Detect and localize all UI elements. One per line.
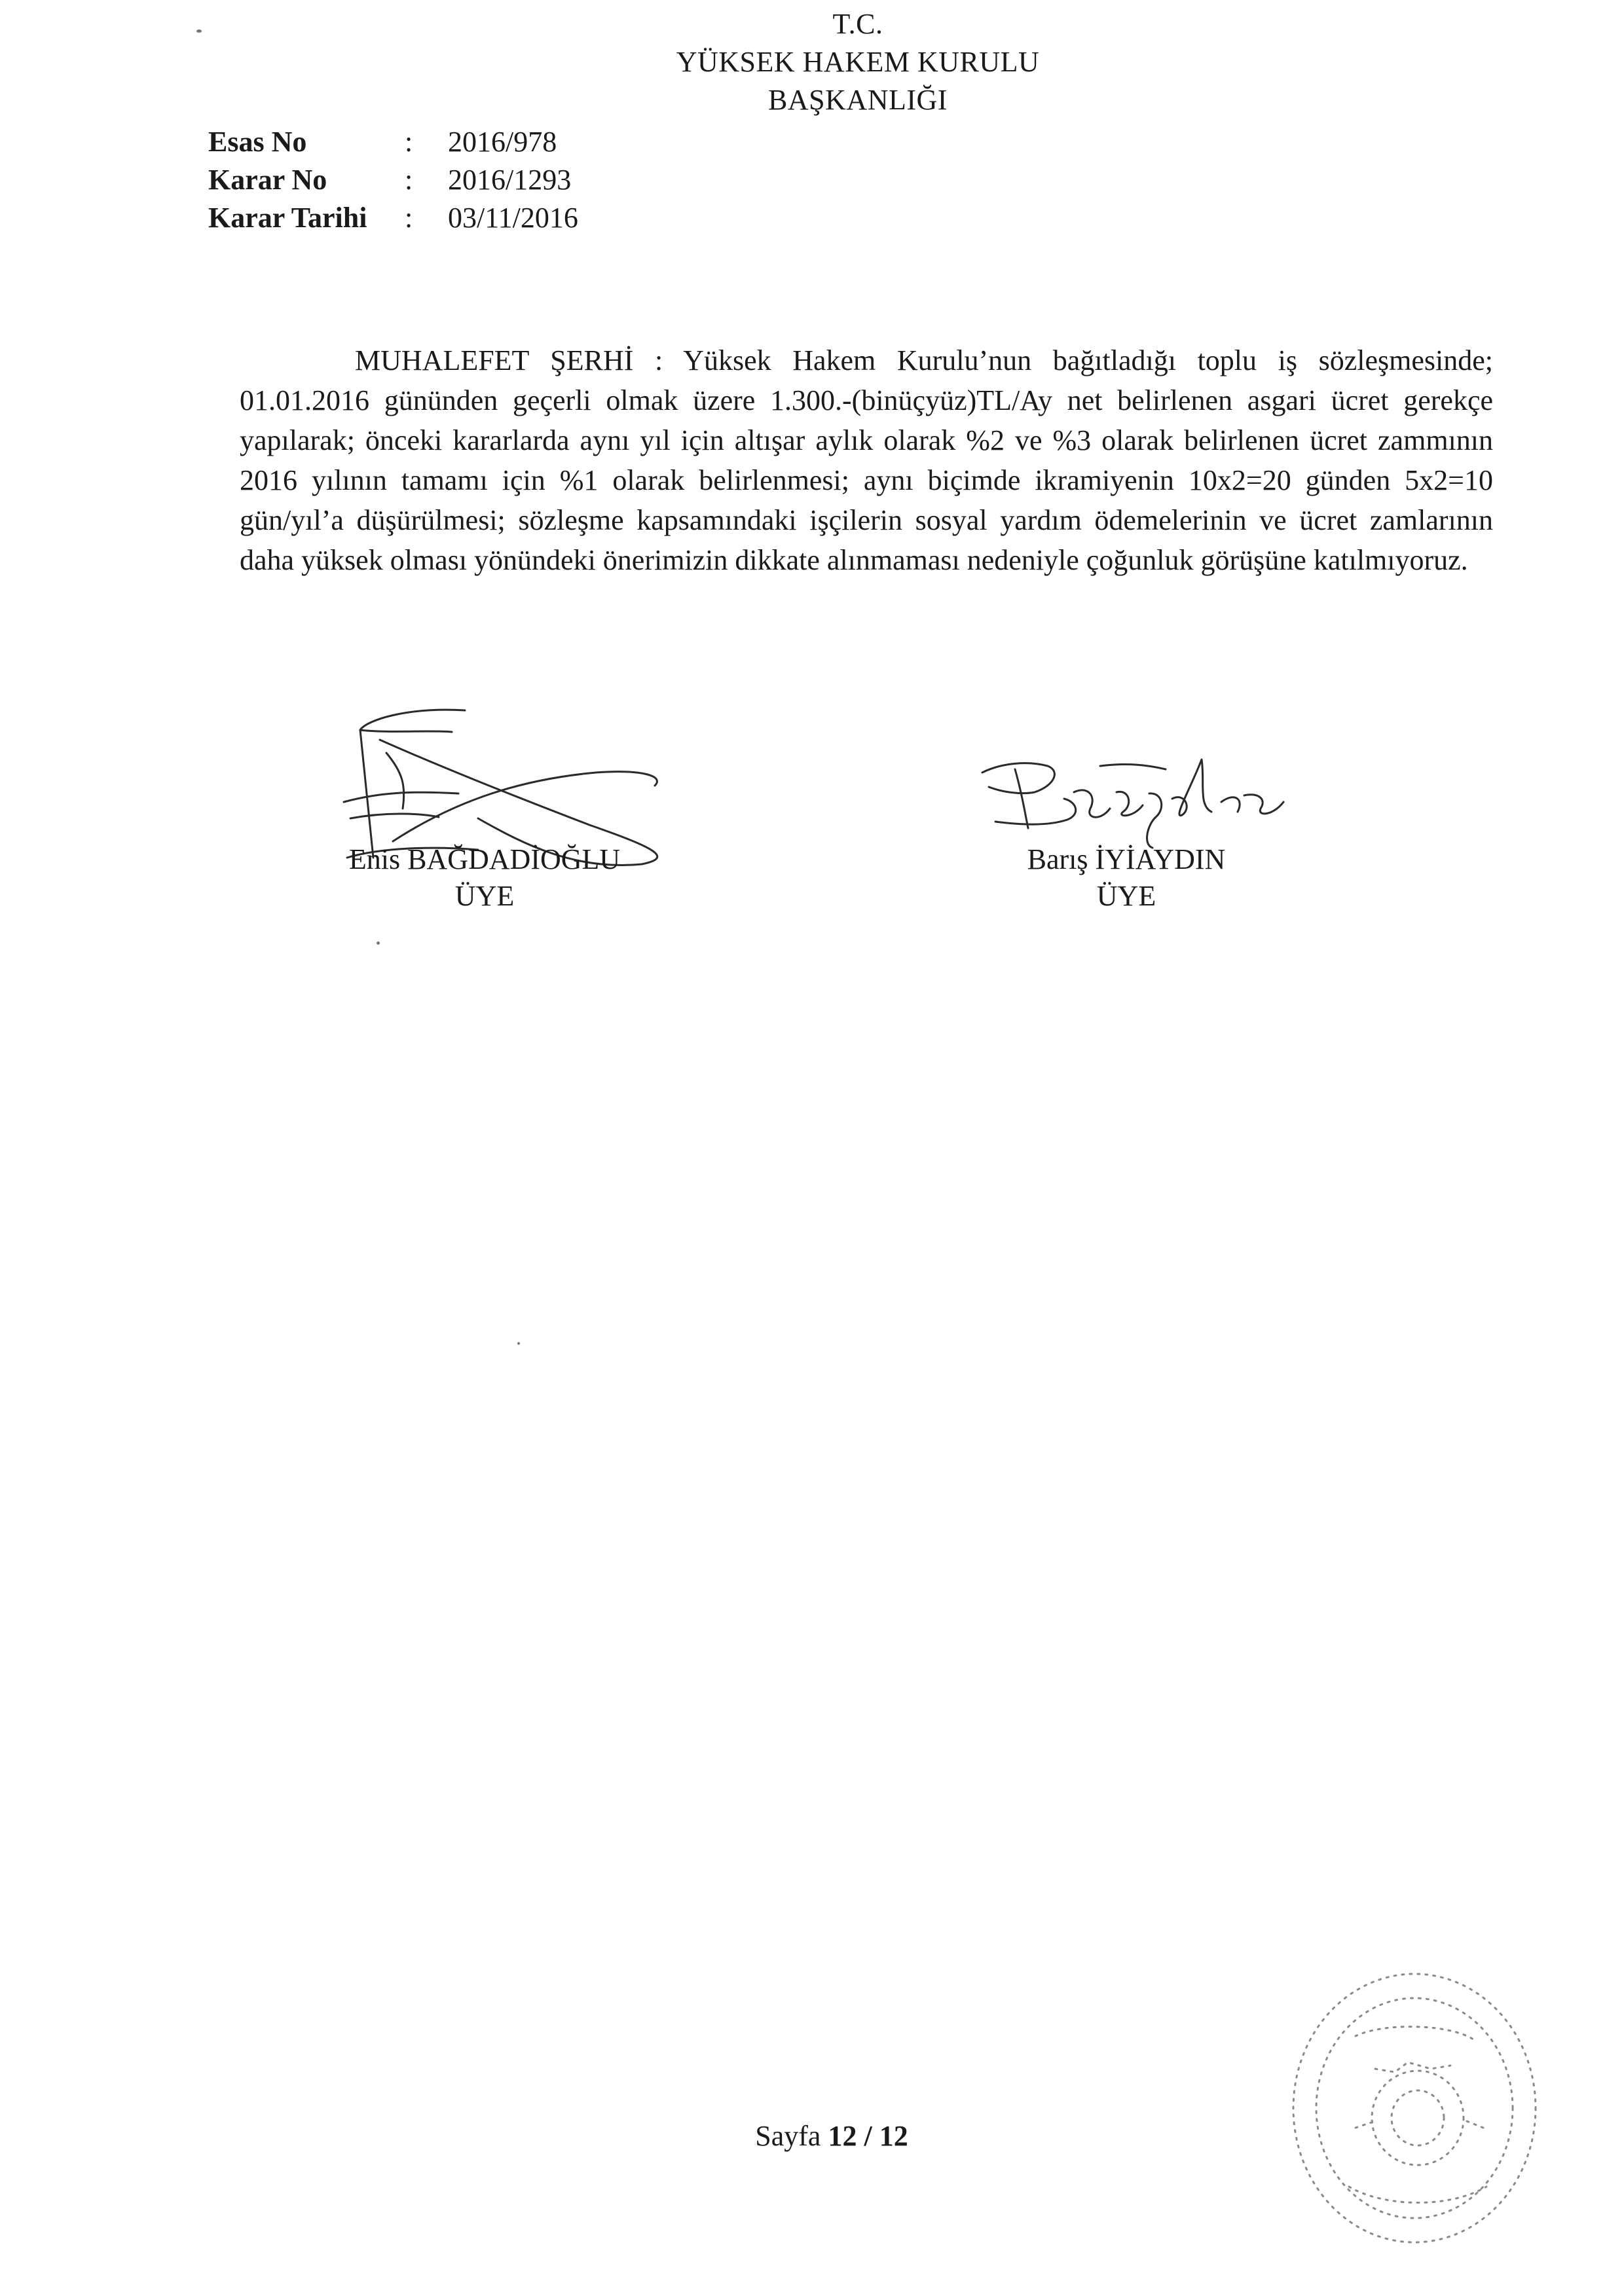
meta-colon: : xyxy=(405,126,413,158)
case-meta-table xyxy=(208,123,578,237)
meta-row-esas xyxy=(208,123,578,161)
document-header xyxy=(589,5,1126,119)
signature-baris-name xyxy=(969,841,1283,915)
meta-value: 2016/978 xyxy=(448,126,557,158)
signer-name: Barış İYİAYDIN xyxy=(1027,843,1226,875)
header-tc: T.C. xyxy=(832,8,883,40)
footer-current-page: 12 xyxy=(828,2120,857,2152)
meta-value: 2016/1293 xyxy=(448,164,572,196)
scan-speck xyxy=(377,941,380,945)
footer-total-pages: 12 xyxy=(879,2120,908,2152)
dissent-paragraph: MUHALEFET ŞERHİ : Yüksek Hakem Kurulu’nun bağıtladığı toplu iş sözleşmesinde; 01.01.2016 gününden geçerli olmak üzere 1.300.-(binüçyüz)TL/Ay net belirlenen asgari ücret gerekçe yapılarak; önceki kararlarda aynı yıl için altışar aylık olarak %2 ve %3 olarak belirlenen ücret zammının 2016 yılının tamamı için %1 olarak belirlenmesi; aynı biçimde ikramiyenin 10x2=20 günden 5x2=10 gün/yıl’a düşürülmesi; sözleşme kapsamındaki işçilerin sosyal yardım ödemelerinin ve ücret zamlarının daha yüksek olması yönündeki önerimizin dikkate alınmaması nedeniyle çoğunluk görüşüne katılmıyoruz. xyxy=(240,344,1493,576)
footer-separator: / xyxy=(864,2120,872,2152)
header-presidency: BAŞKANLIĞI xyxy=(768,84,948,116)
meta-row-tarih xyxy=(208,199,578,237)
scan-speck xyxy=(196,29,202,33)
signer-role: ÜYE xyxy=(1096,880,1156,912)
meta-colon: : xyxy=(405,164,413,196)
meta-colon: : xyxy=(405,202,413,234)
meta-label: Karar Tarihi xyxy=(208,202,367,234)
meta-row-karar xyxy=(208,161,578,199)
meta-label: Esas No xyxy=(208,126,307,158)
signer-name: Enis BAĞDADİOĞLU xyxy=(348,843,621,875)
scan-speck xyxy=(517,1342,520,1345)
header-institution: YÜKSEK HAKEM KURULU xyxy=(676,46,1040,78)
footer-prefix: Sayfa xyxy=(755,2120,821,2152)
page-footer xyxy=(714,2118,950,2155)
meta-value: 03/11/2016 xyxy=(448,202,578,234)
signature-enis-name xyxy=(314,841,655,915)
meta-label: Karar No xyxy=(208,164,327,196)
official-stamp-graphic xyxy=(1277,1958,1552,2259)
signer-role: ÜYE xyxy=(454,880,515,912)
